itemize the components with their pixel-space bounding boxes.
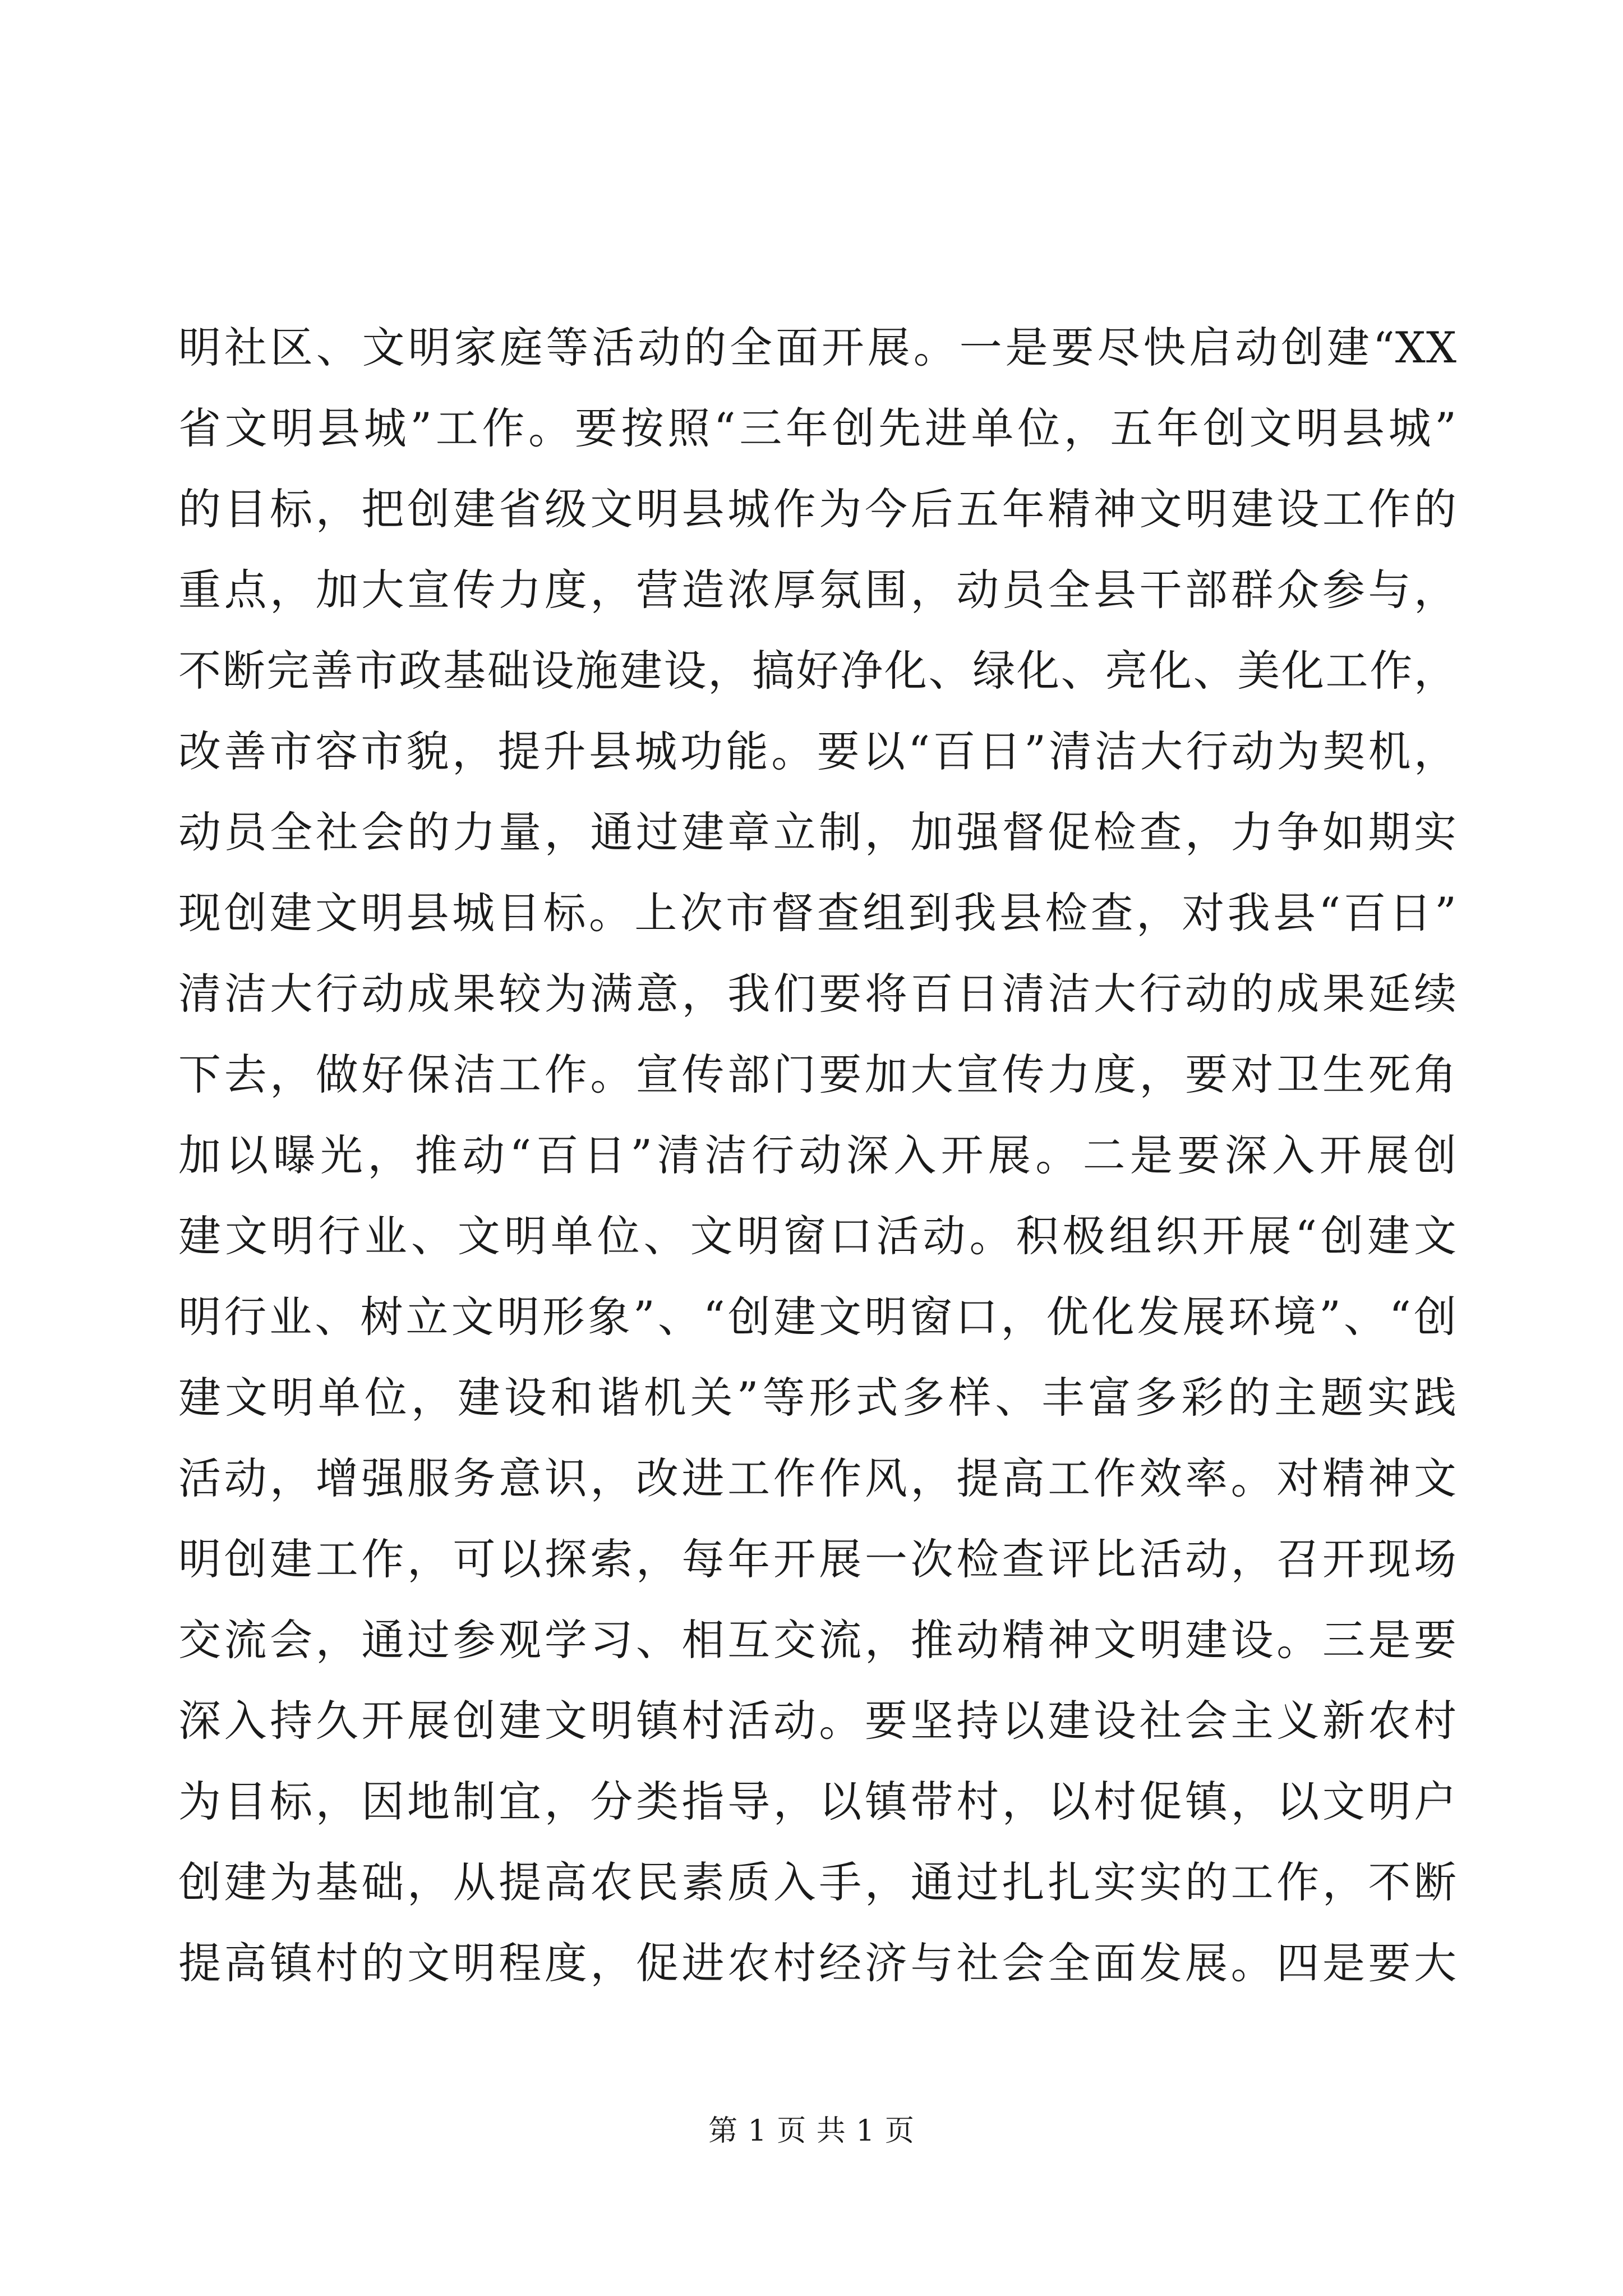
text-line: 清洁大行动成果较为满意，我们要将百日清洁大行动的成果延续: [178, 969, 1457, 1019]
body-paragraph: [178, 307, 1457, 2004]
page-number-footer: 第 1 页 共 1 页: [708, 2114, 915, 2148]
text-line: 明行业、树立文明形象”、“创建文明窗口，优化发展环境”、“创: [178, 1292, 1457, 1342]
text-line: 不断完善市政基础设施建设，搞好净化、绿化、亮化、美化工作，: [178, 646, 1457, 696]
text-line: 活动，增强服务意识，改进工作作风，提高工作效率。对精神文: [178, 1453, 1457, 1503]
text-line: 明创建工作，可以探索，每年开展一次检查评比活动，召开现场: [178, 1534, 1457, 1584]
text-line: 建文明行业、文明单位、文明窗口活动。积极组织开展“创建文: [178, 1211, 1457, 1261]
text-line: 创建为基础，从提高农民素质入手，通过扎扎实实的工作，不断: [178, 1857, 1457, 1907]
text-line: 深入持久开展创建文明镇村活动。要坚持以建设社会主义新农村: [178, 1696, 1457, 1746]
text-line: 下去，做好保洁工作。宣传部门要加大宣传力度，要对卫生死角: [178, 1050, 1457, 1099]
text-line: 省文明县城”工作。要按照“三年创先进单位，五年创文明县城”: [178, 403, 1457, 453]
text-line: 重点，加大宣传力度，营造浓厚氛围，动员全县干部群众参与，: [178, 565, 1457, 615]
text-line: 建文明单位，建设和谐机关”等形式多样、丰富多彩的主题实践: [178, 1373, 1457, 1423]
text-line: 为目标，因地制宜，分类指导，以镇带村，以村促镇，以文明户: [178, 1777, 1457, 1826]
text-line: 的目标，把创建省级文明县城作为今后五年精神文明建设工作的: [178, 484, 1457, 534]
text-line: 交流会，通过参观学习、相互交流，推动精神文明建设。三是要: [178, 1615, 1457, 1665]
text-line: 加以曝光，推动“百日”清洁行动深入开展。二是要深入开展创: [178, 1130, 1457, 1180]
text-line: 改善市容市貌，提升县城功能。要以“百日”清洁大行动为契机，: [178, 726, 1457, 776]
text-line: 动员全社会的力量，通过建章立制，加强督促检查，力争如期实: [178, 807, 1457, 857]
text-line: 明社区、文明家庭等活动的全面开展。一是要尽快启动创建“XX: [178, 323, 1457, 372]
text-line: 提高镇村的文明程度，促进农村经济与社会全面发展。四是要大: [178, 1938, 1457, 1988]
text-line: 现创建文明县城目标。上次市督查组到我县检查，对我县“百日”: [178, 888, 1457, 938]
